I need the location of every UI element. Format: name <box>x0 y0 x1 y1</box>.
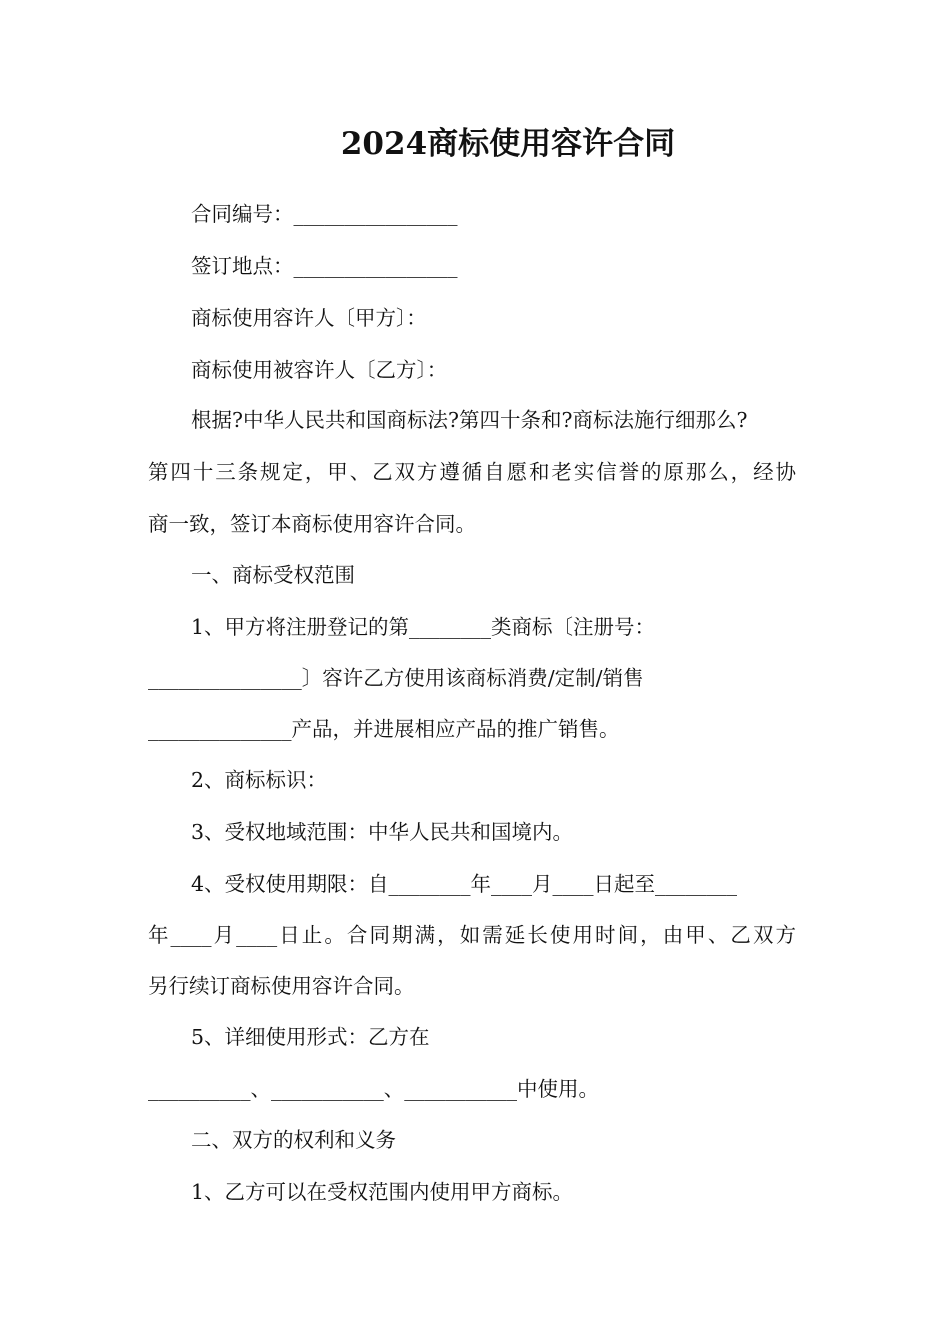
preamble-line-2: 第四十三条规定，甲、乙双方遵循自愿和老实信誉的原那么，经协 <box>148 460 796 484</box>
section-heading-scope: 一、商标受权范围 <box>191 563 355 587</box>
preamble-line-3: 商一致，签订本商标使用容许合同。 <box>148 512 476 536</box>
clause-1-4-line-3: 另行续订商标使用容许合同。 <box>148 974 415 998</box>
clause-1-5-line-2: __________、___________、___________中使用。 <box>148 1077 599 1101</box>
clause-1-2: 2、商标标识： <box>191 768 328 792</box>
clause-1-5-line-1: 5、详细使用形式：乙方在 <box>191 1025 430 1049</box>
clause-1-1-line-3: ______________产品，并进展相应产品的推广销售。 <box>148 717 620 741</box>
clause-2-1: 1、乙方可以在受权范围内使用甲方商标。 <box>191 1180 574 1204</box>
section-heading-rights: 二、双方的权利和义务 <box>191 1128 396 1152</box>
clause-1-1-line-2: _______________〕容许乙方使用该商标消费/定制/销售 <box>148 666 644 690</box>
clause-1-3: 3、受权地域范围：中华人民共和国境内。 <box>191 820 574 844</box>
preamble-line-1: 根据?中华人民共和国商标法?第四十条和?商标法施行细那么? <box>191 408 748 432</box>
clause-1-1-line-1: 1、甲方将注册登记的第________类商标〔注册号： <box>191 615 656 639</box>
document-title: 2024商标使用容许合同 <box>340 126 676 162</box>
licensee-line: 商标使用被容许人〔乙方〕： <box>191 358 448 382</box>
clause-1-4-line-2: 年____月____日止。合同期满，如需延长使用时间，由甲、乙双方 <box>148 923 796 947</box>
clause-1-4-line-1: 4、受权使用期限：自________年____月____日起至________ <box>191 872 738 896</box>
licensor-line: 商标使用容许人〔甲方〕： <box>191 306 427 330</box>
signing-location-line: 签订地点：________________ <box>191 254 458 278</box>
contract-number-line: 合同编号：________________ <box>191 202 458 226</box>
